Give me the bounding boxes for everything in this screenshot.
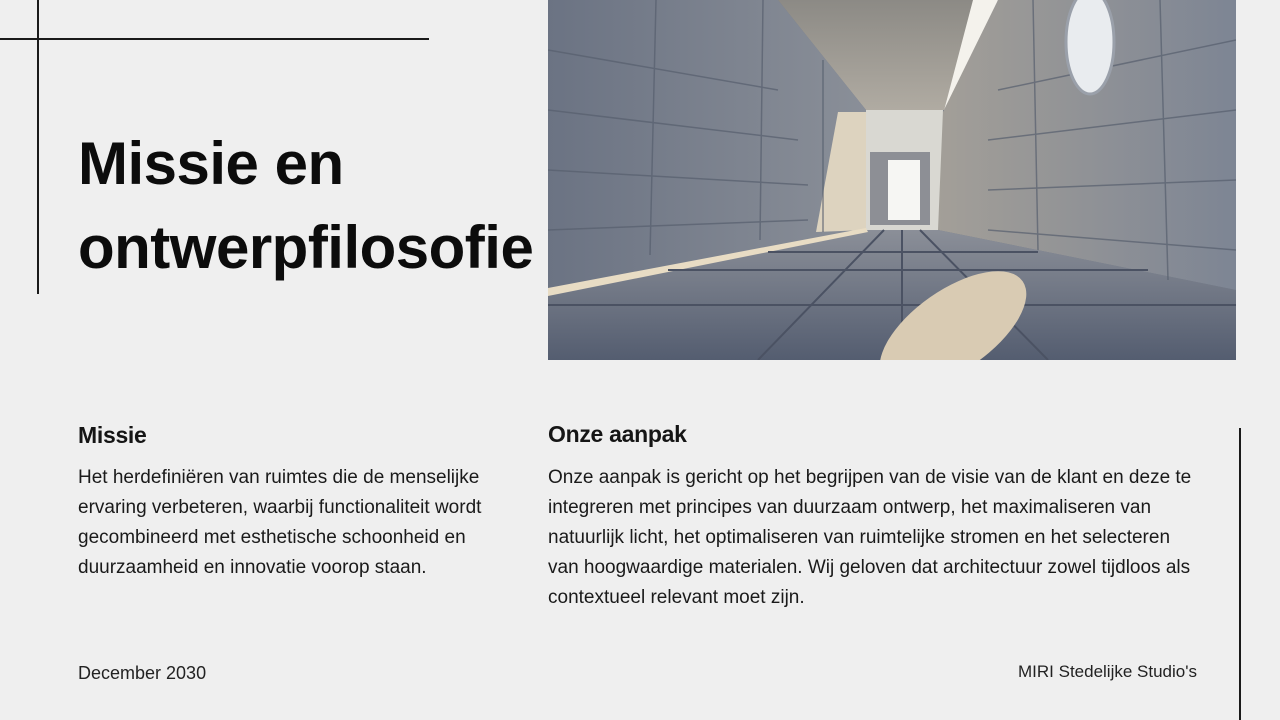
concrete-corridor-photo: [548, 0, 1236, 360]
footer-studio-name: MIRI Stedelijke Studio's: [1018, 662, 1197, 681]
page-title: Missie en ontwerpfilosofie: [78, 130, 534, 281]
mission-heading: Missie: [78, 422, 147, 448]
top-horizontal-rule: [0, 38, 429, 40]
left-vertical-rule: [37, 0, 39, 294]
right-vertical-rule: [1239, 428, 1241, 720]
approach-body: Onze aanpak is gericht op het begrijpen van de visie van de klant en deze te integreren met principes van duurzaam ontwerp, het maximaliseren van natuurlijk licht, het optimaliseren van ruimtelijke stromen en het selecteren van hoogwaardige materialen. Wij geloven dat architectuur zowel tijdloos als contextueel relevant moet zijn.: [548, 467, 1192, 608]
footer-date: December 2030: [78, 663, 207, 683]
mission-body: Het herdefiniëren van ruimtes die de menselijke ervaring verbeteren, waarbij functionaliteit wordt gecombineerd met esthetische schoonheid en duurzaamheid en innovatie voorop staan.: [78, 467, 482, 578]
approach-heading: Onze aanpak: [548, 421, 687, 447]
